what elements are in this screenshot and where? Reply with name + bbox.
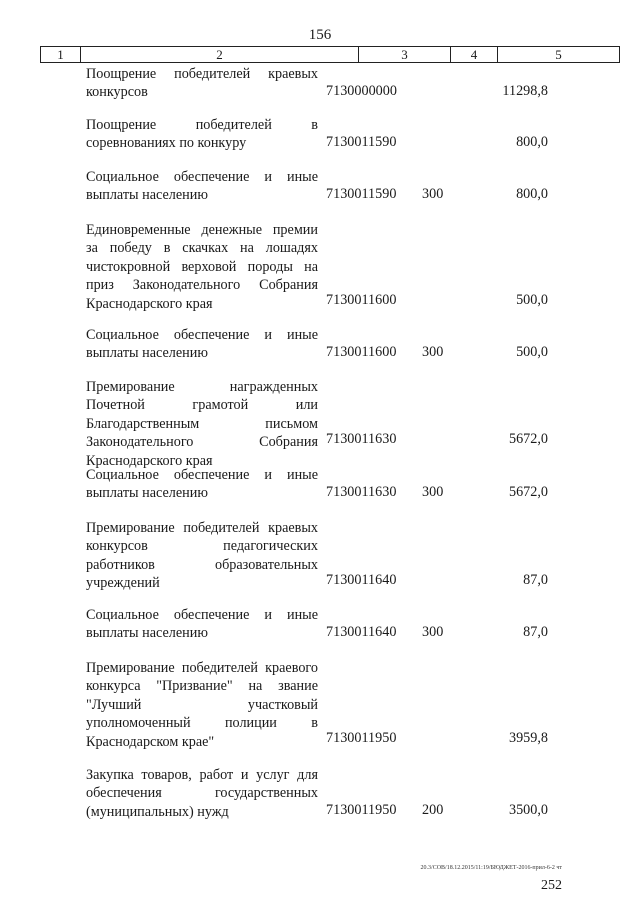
row-type: 300 — [422, 186, 444, 202]
column-header-3: 3 — [359, 47, 451, 62]
row-code: 7130011640 — [326, 572, 397, 588]
row-amount: 87,0 — [523, 624, 548, 640]
row-code: 7130000000 — [326, 83, 397, 99]
row-description: Премирование победителей краевых конкурсов педагогических работников образовательных учреждений — [86, 520, 318, 592]
column-header-1: 1 — [41, 47, 81, 62]
row-code: 7130011950 — [326, 802, 397, 818]
row-description: Закупка товаров, работ и услуг для обеспечения государственных (муниципальных) нужд — [86, 767, 318, 820]
row-amount: 800,0 — [516, 186, 548, 202]
row-description: Премирование награжденных Почетной грамотой или Благодарственным письмом Законодательного Собрания Краснодарского края — [86, 379, 318, 469]
column-header-table — [40, 46, 620, 63]
row-description: Социальное обеспечение и иные выплаты населению — [86, 327, 318, 362]
row-description: Поощрение победителей в соревнованиях по конкуру — [86, 117, 318, 152]
row-amount: 500,0 — [516, 344, 548, 360]
row-type: 200 — [422, 802, 444, 818]
row-code: 7130011600 — [326, 344, 397, 360]
row-amount: 800,0 — [516, 134, 548, 150]
row-description: Социальное обеспечение и иные выплаты населению — [86, 467, 318, 502]
row-description: Социальное обеспечение и иные выплаты населению — [86, 169, 318, 204]
row-code: 7130011600 — [326, 292, 397, 308]
row-description: Социальное обеспечение и иные выплаты населению — [86, 607, 318, 642]
row-amount: 11298,8 — [502, 83, 548, 99]
column-header-2: 2 — [81, 47, 359, 62]
row-code: 7130011640 — [326, 624, 397, 640]
row-amount: 3500,0 — [508, 802, 548, 818]
row-amount: 3959,8 — [508, 730, 548, 746]
row-code: 7130011630 — [326, 431, 397, 447]
column-header-5: 5 — [555, 47, 562, 62]
row-description: Поощрение победителей краевых конкурсов — [86, 66, 318, 101]
row-amount: 5672,0 — [508, 431, 548, 447]
row-amount: 87,0 — [523, 572, 548, 588]
row-code: 7130011590 — [326, 186, 397, 202]
row-description: Премирование победителей краевого конкурса "Призвание" на звание "Лучший участковый уполномоченный полиции в Краснодарском крае" — [86, 660, 318, 750]
row-type: 300 — [422, 624, 444, 640]
page-number-top: 156 — [308, 27, 332, 43]
row-amount: 500,0 — [516, 292, 548, 308]
row-description: Единовременные денежные премии за победу в скачках на лошадях чистокровной верховой породы на приз Законодательного Собрания Краснодарского края — [86, 222, 318, 312]
row-amount: 5672,0 — [508, 484, 548, 500]
column-header-4: 4 — [451, 47, 498, 62]
row-code: 7130011630 — [326, 484, 397, 500]
page-number-bottom: 252 — [541, 878, 562, 893]
row-type: 300 — [422, 484, 444, 500]
document-footer-code: 20.3/СОВ/18.12.2015/11:19/БЮДЖЕТ-2016-прил-6-2 чт — [420, 865, 562, 871]
row-type: 300 — [422, 344, 444, 360]
row-code: 7130011590 — [326, 134, 397, 150]
row-code: 7130011950 — [326, 730, 397, 746]
